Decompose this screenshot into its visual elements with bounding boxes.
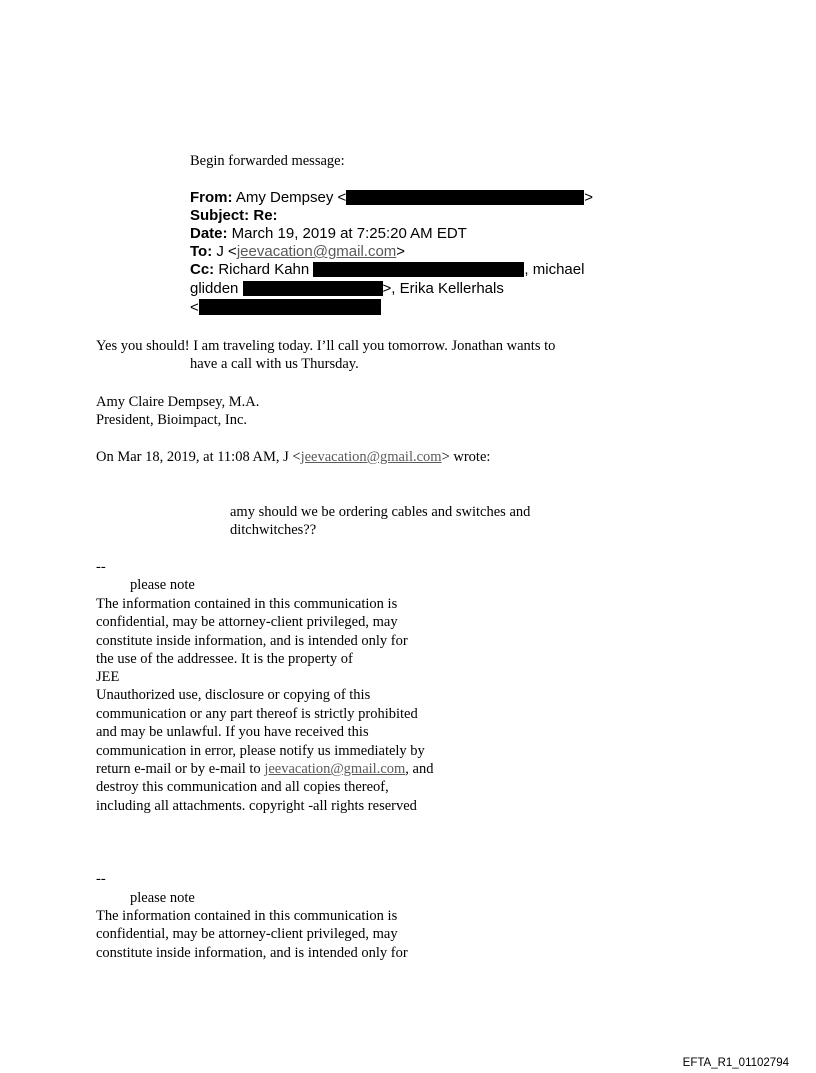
document-id-footer: EFTA_R1_01102794: [682, 1057, 789, 1069]
forward-header: Begin forwarded message:: [190, 153, 345, 169]
redaction: [346, 190, 584, 205]
disclaimer-line: JEE: [96, 669, 120, 685]
disclaimer-line: confidential, may be attorney-client privileged, may: [96, 614, 398, 630]
disclaimer-line: constitute inside information, and is intended only for: [96, 633, 408, 649]
from-tail: >: [584, 189, 594, 206]
date-line: [190, 225, 467, 244]
from-label: From:: [190, 189, 233, 206]
please-note: please note: [130, 890, 195, 906]
cc-value: >, Erika Kellerhals: [382, 280, 504, 297]
quote-email-link[interactable]: jeevacation@gmail.com: [300, 449, 442, 465]
separator: --: [96, 559, 106, 575]
cc-line-2: [190, 280, 504, 299]
redaction: [313, 262, 524, 277]
return-prefix: return e-mail or by e-mail to: [96, 761, 265, 777]
to-email-link[interactable]: jeevacation@gmail.com: [236, 243, 397, 260]
from-line: [190, 189, 593, 208]
subject-label: Subject:: [190, 207, 250, 224]
return-suffix: , and: [405, 761, 434, 777]
disclaimer-line: including all attachments. copyright -all rights reserved: [96, 798, 417, 814]
disclaimer-line: and may be unlawful. If you have received this: [96, 724, 369, 740]
cc-value: Richard Kahn: [214, 261, 314, 278]
separator: --: [96, 871, 106, 887]
disclaimer-line: The information contained in this communication is: [96, 908, 398, 924]
cc-line: [190, 261, 584, 280]
to-tail: >: [396, 243, 406, 260]
quoted-line-1: amy should we be ordering cables and switches and: [230, 504, 531, 520]
disclaimer-line: communication or any part thereof is strictly prohibited: [96, 706, 418, 722]
disclaimer-line: the use of the addressee. It is the property of: [96, 651, 353, 667]
date-label: Date:: [190, 225, 228, 242]
disclaimer-line: destroy this communication and all copies thereof,: [96, 779, 389, 795]
quote-suffix: > wrote:: [441, 449, 491, 465]
cc-label: Cc:: [190, 261, 215, 278]
redaction: [243, 281, 383, 296]
cc-value: glidden: [190, 280, 243, 297]
signature-name: Amy Claire Dempsey, M.A.: [96, 394, 260, 410]
disclaimer-line: constitute inside information, and is intended only for: [96, 945, 408, 961]
cc-line-3: [190, 299, 381, 318]
subject-line: [190, 207, 278, 226]
quoted-line-2: ditchwitches??: [230, 522, 317, 538]
quote-header: [96, 448, 490, 467]
reply-line-1: Yes you should! I am traveling today. I’ll call you tomorrow. Jonathan wants to: [96, 338, 556, 354]
quote-prefix: On Mar 18, 2019, at 11:08 AM, J <: [96, 449, 301, 465]
to-line: [190, 243, 405, 262]
from-value: Amy Dempsey <: [232, 189, 347, 206]
disclaimer-return-line: [96, 760, 433, 779]
disclaimer-line: Unauthorized use, disclosure or copying of this: [96, 687, 371, 703]
date-value: March 19, 2019 at 7:25:20 AM EDT: [227, 225, 467, 242]
to-value: J <: [212, 243, 237, 260]
disclaimer-line: communication in error, please notify us immediately by: [96, 743, 425, 759]
disclaimer-line: confidential, may be attorney-client privileged, may: [96, 926, 398, 942]
to-label: To:: [190, 243, 213, 260]
signature-title: President, Bioimpact, Inc.: [96, 412, 248, 428]
cc-value: <: [190, 299, 199, 316]
disclaimer-line: The information contained in this communication is: [96, 596, 398, 612]
redaction: [199, 299, 381, 315]
subject-value: Re:: [249, 207, 278, 224]
cc-value: , michael: [524, 261, 585, 278]
return-email-link[interactable]: jeevacation@gmail.com: [264, 761, 406, 777]
reply-line-2: have a call with us Thursday.: [190, 356, 359, 372]
please-note: please note: [130, 577, 195, 593]
